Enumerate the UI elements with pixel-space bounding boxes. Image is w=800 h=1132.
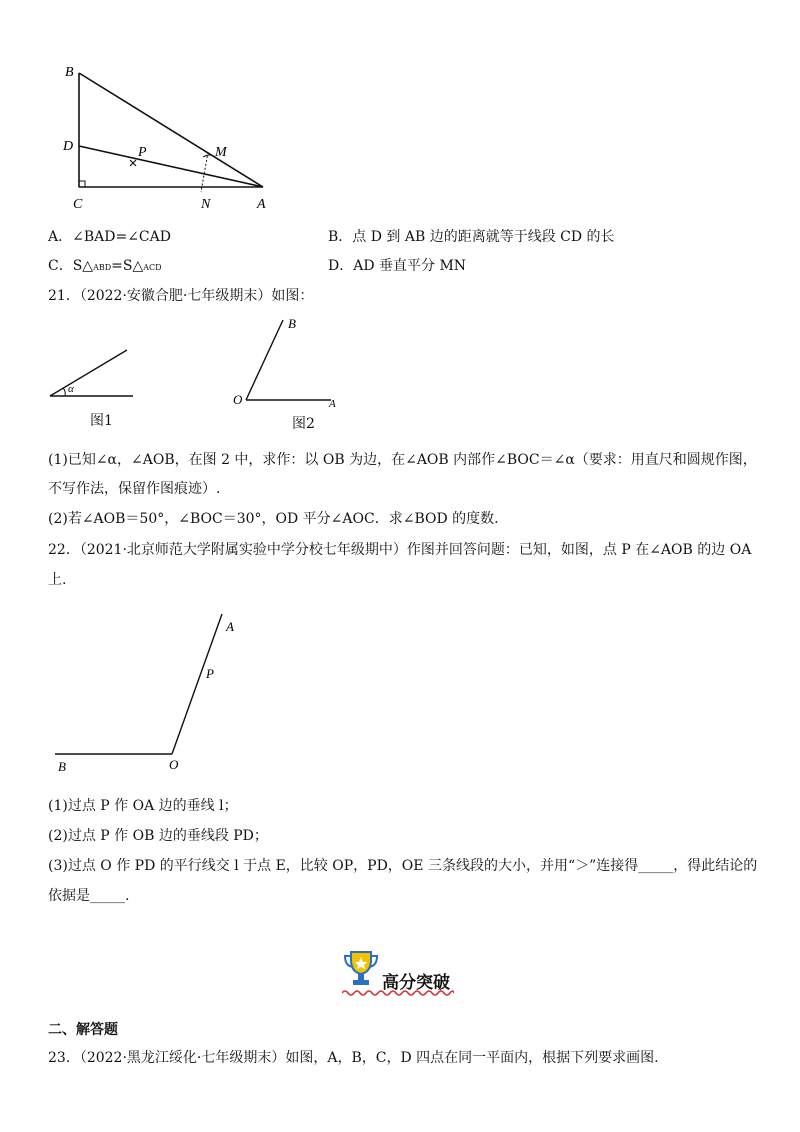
q21-figure-2 [225, 312, 345, 407]
q20-option-a: A．∠BAD=∠CAD [48, 229, 171, 245]
q20-option-c [48, 256, 162, 278]
edge-ba [79, 73, 263, 187]
label-a: A [329, 398, 336, 407]
label-n: N [201, 197, 211, 212]
label-p: P [206, 666, 214, 681]
q21-figure-1 [45, 342, 140, 402]
q22-figure [50, 610, 250, 775]
q22-header-line-2: 上. [48, 572, 67, 588]
q23-header: 23．（2022·黑龙江绥化·七年级期末）如图，A，B，C，D 四点在同一平面内，根据下列要求画图. [48, 1050, 659, 1066]
alpha-label: α [68, 383, 74, 395]
label-a: A [257, 197, 266, 212]
label-b: B [65, 65, 74, 80]
angle-arc [63, 388, 65, 396]
q21-figure-2-caption: 图2 [292, 416, 315, 432]
label-c: C [73, 197, 83, 212]
label-o: O [169, 757, 179, 772]
label-b: B [288, 316, 296, 331]
q22-part-2: (2)过点 P 作 OB 边的垂线段 PD； [48, 828, 268, 844]
ray-ob [246, 320, 283, 400]
q22-part-3-line-2: 依据是_____. [48, 888, 130, 904]
q20-figure [55, 58, 285, 218]
label-b: B [58, 759, 66, 774]
banner-wave-underline [342, 989, 454, 997]
label-a: A [226, 619, 234, 634]
label-p: P [138, 145, 147, 160]
q22-part-1: (1)过点 P 作 OA 边的垂线 l； [48, 798, 238, 814]
segment-mn [201, 152, 208, 192]
ray-upper [50, 350, 127, 396]
q22-header-line-1: 22．（2021·北京师范大学附属实验中学分校七年级期中）作图并回答问题：已知，如图，点 P 在∠AOB 的边 OA [48, 542, 752, 558]
trophy-icon [342, 948, 380, 990]
label-m: M [215, 145, 227, 160]
q21-part-1-line-1: (1)已知∠α，∠AOB，在图 2 中，求作：以 OB 为边，在∠AOB 内部作∠BOC＝∠α（要求：用直尺和圆规作图， [48, 452, 757, 468]
cross-mark-p [130, 160, 136, 166]
ray-oa [172, 614, 222, 754]
q20-option-c-sub2: ACD [143, 263, 162, 272]
q20-option-c-mid: =S△ [111, 258, 144, 274]
q21-part-1-line-2: 不写作法，保留作图痕迹）. [48, 481, 221, 497]
q20-option-c-sub1: ABD [93, 263, 112, 272]
banner-title: 高分突破 [382, 973, 450, 993]
label-d: D [63, 139, 74, 154]
q21-part-2: (2)若∠AOB＝50°，∠BOC＝30°，OD 平分∠AOC．求∠BOD 的度数. [48, 511, 499, 527]
q22-part-3-line-1: (3)过点 O 作 PD 的平行线交 l 于点 E，比较 OP，PD，OE 三条线段的大小，并用“＞”连接得_____，得此结论的 [48, 858, 758, 874]
right-angle-mark [79, 181, 85, 187]
section-2-title: 二、解答题 [48, 1022, 118, 1038]
q20-option-d: D．AD 垂直平分 MN [328, 258, 467, 274]
q20-option-c-prefix: C．S△ [48, 258, 94, 274]
label-o: O [233, 392, 243, 407]
q20-option-b: B．点 D 到 AB 边的距离就等于线段 CD 的长 [328, 229, 615, 245]
segment-da [79, 146, 263, 187]
q21-figure-1-caption: 图1 [90, 413, 113, 429]
q21-header: 21．（2022·安徽合肥·七年级期末）如图： [48, 288, 314, 304]
